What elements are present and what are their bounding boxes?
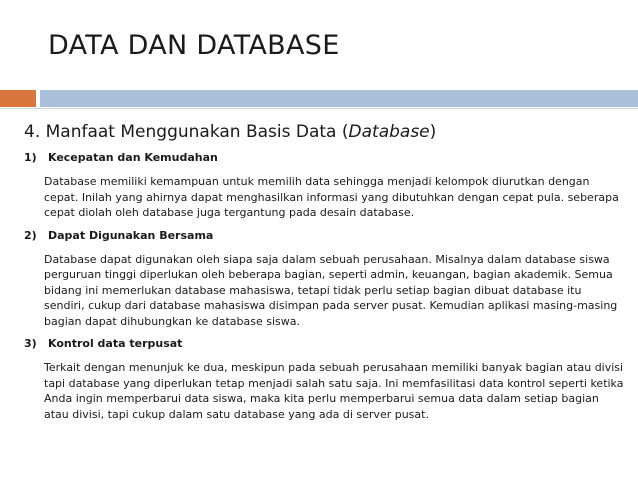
- slide-title: DATA DAN DATABASE: [48, 30, 340, 61]
- divider-line: [0, 108, 638, 109]
- item-heading-text: Kontrol data terpusat: [48, 337, 183, 350]
- item-heading-1: [24, 151, 624, 164]
- accent-bar-blue: [40, 90, 638, 107]
- item-heading-2: [24, 229, 624, 242]
- item-number: 2): [24, 228, 37, 242]
- item-heading-3: [24, 337, 624, 350]
- item-number: 1): [24, 151, 37, 164]
- item-heading-text: Dapat Digunakan Bersama: [48, 228, 214, 242]
- item-paragraph-2: Database dapat digunakan oleh siapa saja dalam sebuah perusahaan. Misalnya dalam database siswa perguruan tinggi diperlukan oleh beberapa bagian, seperti admin, keuangan, bagian akademik. Semua bidang ini memerlukan database mahasiswa, tetapi tidak perlu setiap bagian dibuat database itu sendiri, cukup dari database mahasiswa disimpan pada server pusat. Kemudian aplikasi masing-masing bagian dapat dihubungkan ke database siswa.: [44, 252, 618, 328]
- item-heading-text: Kecepatan dan Kemudahan: [48, 151, 218, 164]
- accent-bar-orange: [0, 90, 36, 107]
- item-paragraph-1: Database memiliki kemampuan untuk memilih data sehingga menjadi kelompok diurutkan dengan cepat. Inilah yang ahirnya dapat menghasilkan informasi yang dibutuhkan dengan cepat pula. seberapa cepat diolah oleh database juga tergantung pada desain database.: [44, 175, 619, 219]
- item-paragraph-3: Terkait dengan menunjuk ke dua, meskipun pada sebuah perusahaan memiliki banyak bagian atau divisi tapi database yang diperlukan tetap menjadi salah satu saja. Ini memfasilitasi data kontrol seperti ketika Anda ingin memperbarui data siswa, maka kita perlu memperbarui semua data dalam setiap bagian atau divisi, tapi cukup dalam satu database yang ada di server pusat.: [44, 361, 624, 421]
- slide-content: [24, 122, 624, 430]
- item-number: 3): [24, 337, 37, 350]
- subtitle-prefix: 4. Manfaat Menggunakan Basis Data (: [24, 122, 349, 142]
- subtitle-italic: Database: [348, 122, 430, 142]
- section-subtitle: [24, 122, 624, 142]
- subtitle-suffix: ): [429, 122, 437, 142]
